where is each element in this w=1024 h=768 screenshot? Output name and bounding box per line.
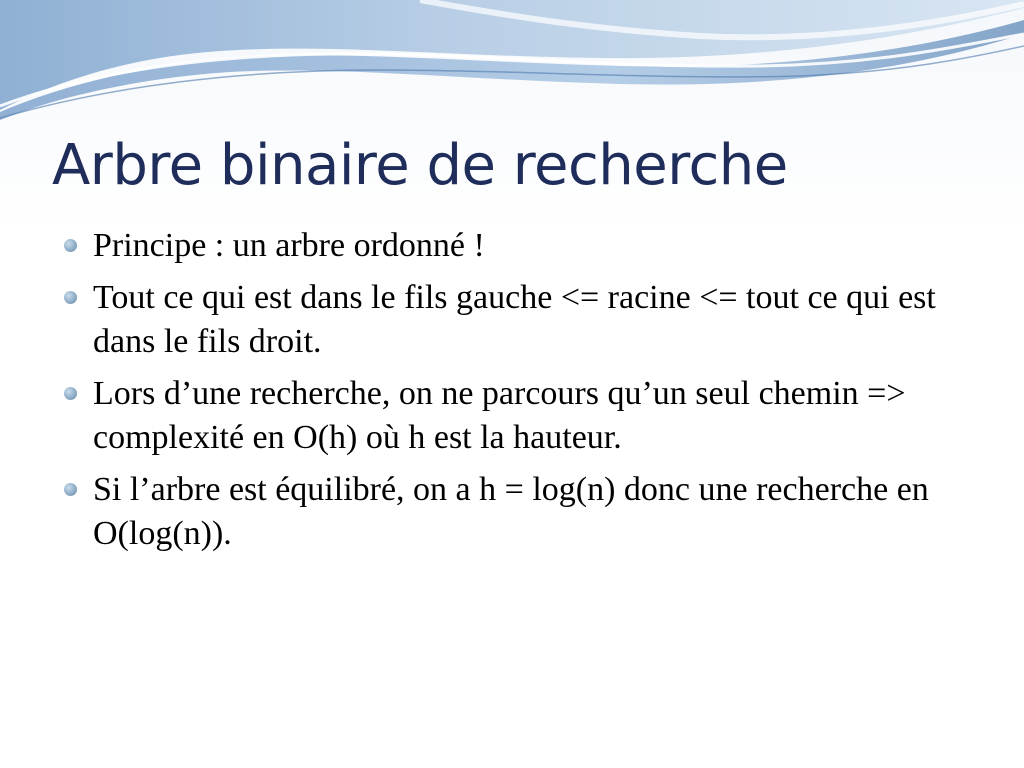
bullet-dot-icon xyxy=(64,291,77,304)
header-wave-decoration xyxy=(0,0,1024,130)
bullet-list xyxy=(64,224,964,564)
slide-title: Arbre binaire de recherche xyxy=(52,133,788,198)
bullet-dot-icon xyxy=(64,239,77,252)
bullet-item xyxy=(64,372,964,460)
bullet-dot-icon xyxy=(64,387,77,400)
bullet-text: Tout ce qui est dans le fils gauche <= racine <= tout ce qui est dans le fils droit. xyxy=(93,279,936,360)
bullet-text: Lors d’une recherche, on ne parcours qu’un seul chemin => complexité en O(h) où h est la hauteur. xyxy=(93,375,906,456)
bullet-item xyxy=(64,224,964,268)
bullet-dot-icon xyxy=(64,483,77,496)
bullet-item xyxy=(64,276,964,364)
bullet-item xyxy=(64,468,964,556)
bullet-text: Si l’arbre est équilibré, on a h = log(n) donc une recherche en O(log(n)). xyxy=(93,471,929,552)
bullet-text: Principe : un arbre ordonné ! xyxy=(93,227,485,264)
